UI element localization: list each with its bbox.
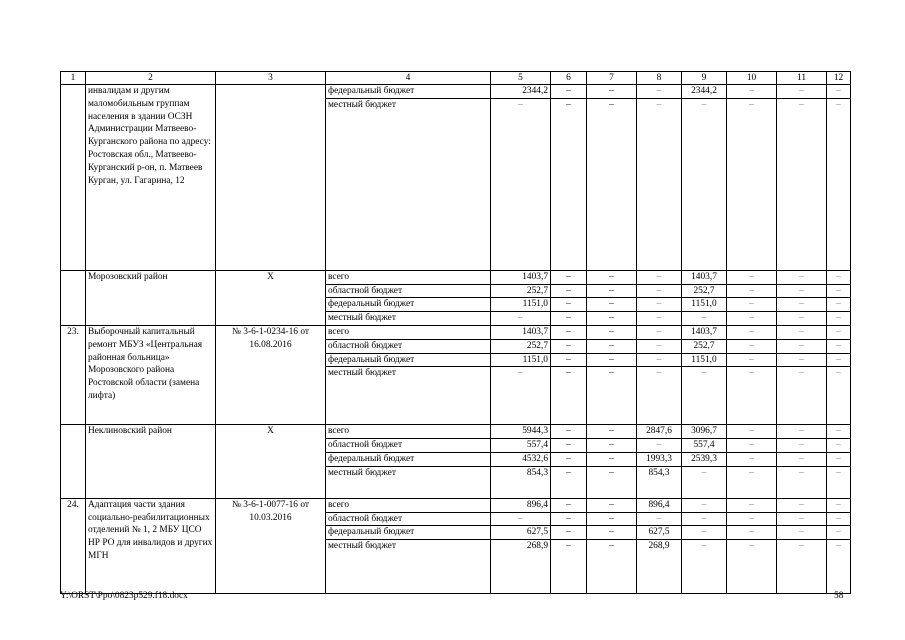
value-cell: – xyxy=(777,439,827,453)
value-cell: – xyxy=(777,353,827,367)
value-cell: – xyxy=(637,284,682,298)
funding-source: местный бюджет xyxy=(326,540,491,594)
value-cell: – xyxy=(777,339,827,353)
value-cell: 252,7 xyxy=(682,339,727,353)
table-row xyxy=(61,270,851,284)
value-cell: 1151,0 xyxy=(682,353,727,367)
value-cell: – xyxy=(587,98,637,270)
document-path: Y:\ORST\Ppo\0823p529.f18.docx xyxy=(60,591,188,601)
value-cell: 896,4 xyxy=(491,498,551,512)
value-cell: 1403,7 xyxy=(491,325,551,339)
value-cell: – xyxy=(637,85,682,99)
value-cell: – xyxy=(827,98,851,270)
value-cell: – xyxy=(827,498,851,512)
value-cell: – xyxy=(827,339,851,353)
value-cell: – xyxy=(551,98,587,270)
value-cell: 2344,2 xyxy=(682,85,727,99)
column-number: 8 xyxy=(637,72,682,85)
value-cell: – xyxy=(827,439,851,453)
value-cell: – xyxy=(637,98,682,270)
table-row xyxy=(61,85,851,99)
table-row xyxy=(61,425,851,439)
value-cell: 1403,7 xyxy=(682,270,727,284)
value-cell: – xyxy=(491,512,551,526)
value-cell: – xyxy=(587,466,637,498)
value-cell: – xyxy=(551,325,587,339)
value-cell: – xyxy=(727,466,777,498)
funding-source: областной бюджет xyxy=(326,439,491,453)
value-cell: – xyxy=(551,339,587,353)
value-cell: – xyxy=(727,284,777,298)
value-cell: – xyxy=(777,312,827,326)
value-cell: – xyxy=(587,85,637,99)
value-cell: – xyxy=(777,512,827,526)
value-cell: – xyxy=(777,466,827,498)
value-cell: – xyxy=(827,512,851,526)
column-number: 12 xyxy=(827,72,851,85)
document-reference: Х xyxy=(216,270,326,325)
value-cell: 627,5 xyxy=(637,526,682,540)
value-cell: – xyxy=(491,98,551,270)
value-cell: – xyxy=(637,367,682,425)
value-cell: – xyxy=(551,439,587,453)
column-number: 7 xyxy=(587,72,637,85)
value-cell: – xyxy=(491,312,551,326)
column-number: 11 xyxy=(777,72,827,85)
value-cell: – xyxy=(551,298,587,312)
funding-source: местный бюджет xyxy=(326,466,491,498)
funding-source: местный бюджет xyxy=(326,367,491,425)
value-cell: – xyxy=(727,85,777,99)
value-cell: 2847,6 xyxy=(637,425,682,439)
value-cell: – xyxy=(682,540,727,594)
funding-source: всего xyxy=(326,270,491,284)
value-cell: – xyxy=(727,526,777,540)
column-number: 4 xyxy=(326,72,491,85)
value-cell: – xyxy=(491,367,551,425)
value-cell: – xyxy=(827,270,851,284)
value-cell: – xyxy=(587,339,637,353)
value-cell: – xyxy=(637,312,682,326)
value-cell: – xyxy=(682,526,727,540)
column-number: 5 xyxy=(491,72,551,85)
value-cell: – xyxy=(637,439,682,453)
value-cell: – xyxy=(682,466,727,498)
value-cell: – xyxy=(551,452,587,466)
funding-source: всего xyxy=(326,425,491,439)
object-name: Выборочный капитальный ремонт МБУЗ «Центральная районная больница» Морозовского района Ростовской области (замена лифта) xyxy=(86,325,216,424)
value-cell: – xyxy=(551,85,587,99)
row-number: 23. xyxy=(61,325,86,424)
value-cell: – xyxy=(727,367,777,425)
value-cell: – xyxy=(682,498,727,512)
value-cell: – xyxy=(587,512,637,526)
value-cell: – xyxy=(827,85,851,99)
budget-table xyxy=(60,71,851,594)
value-cell: – xyxy=(777,284,827,298)
value-cell: 252,7 xyxy=(491,284,551,298)
value-cell: – xyxy=(551,425,587,439)
value-cell: – xyxy=(777,85,827,99)
value-cell: – xyxy=(551,526,587,540)
value-cell: 1151,0 xyxy=(491,353,551,367)
value-cell: – xyxy=(551,312,587,326)
value-cell: 1151,0 xyxy=(491,298,551,312)
value-cell: 3096,7 xyxy=(682,425,727,439)
value-cell: – xyxy=(777,526,827,540)
value-cell: – xyxy=(587,540,637,594)
value-cell: – xyxy=(682,512,727,526)
value-cell: – xyxy=(777,98,827,270)
value-cell: – xyxy=(587,353,637,367)
value-cell: – xyxy=(777,425,827,439)
document-reference: Х xyxy=(216,425,326,498)
value-cell: 4532,6 xyxy=(491,452,551,466)
value-cell: – xyxy=(551,270,587,284)
value-cell: – xyxy=(587,452,637,466)
column-number: 10 xyxy=(727,72,777,85)
value-cell: 252,7 xyxy=(682,284,727,298)
value-cell: – xyxy=(682,98,727,270)
value-cell: 268,9 xyxy=(491,540,551,594)
value-cell: – xyxy=(551,367,587,425)
value-cell: – xyxy=(727,425,777,439)
value-cell: – xyxy=(587,439,637,453)
value-cell: – xyxy=(727,512,777,526)
value-cell: – xyxy=(777,367,827,425)
value-cell: – xyxy=(587,425,637,439)
value-cell: – xyxy=(637,339,682,353)
value-cell: – xyxy=(777,270,827,284)
page-number: 58 xyxy=(834,591,844,601)
value-cell: – xyxy=(637,325,682,339)
column-number: 1 xyxy=(61,72,86,85)
value-cell: – xyxy=(777,540,827,594)
value-cell: – xyxy=(827,452,851,466)
value-cell: – xyxy=(587,270,637,284)
column-number-row xyxy=(61,72,851,85)
value-cell: – xyxy=(587,284,637,298)
value-cell: – xyxy=(587,298,637,312)
object-name: Адаптация части здания социально-реабилитационных отделений № 1, 2 МБУ ЦСО НР РО для инвалидов и других МГН xyxy=(86,498,216,593)
funding-source: всего xyxy=(326,325,491,339)
table-body xyxy=(61,85,851,594)
value-cell: – xyxy=(777,298,827,312)
value-cell: – xyxy=(827,540,851,594)
value-cell: – xyxy=(587,526,637,540)
value-cell: – xyxy=(587,498,637,512)
value-cell: – xyxy=(637,353,682,367)
value-cell: – xyxy=(637,270,682,284)
value-cell: 268,9 xyxy=(637,540,682,594)
object-name: инвалидам и другим маломобильным группам населения в здании ОСЗН Администрации Матвеево-Курганского района по адресу: Ростовская обл., Матвеево-Курганский р-он, п. Матвеев Курган, ул. Гагарина, 12 xyxy=(86,85,216,271)
value-cell: 1993,3 xyxy=(637,452,682,466)
object-name: Неклиновский район xyxy=(86,425,216,498)
value-cell: 5944,3 xyxy=(491,425,551,439)
row-number xyxy=(61,85,86,271)
value-cell: – xyxy=(727,339,777,353)
funding-source: федеральный бюджет xyxy=(326,298,491,312)
funding-source: федеральный бюджет xyxy=(326,353,491,367)
value-cell: – xyxy=(777,325,827,339)
value-cell: 2539,3 xyxy=(682,452,727,466)
value-cell: – xyxy=(777,498,827,512)
funding-source: местный бюджет xyxy=(326,98,491,270)
value-cell: – xyxy=(727,298,777,312)
value-cell: – xyxy=(827,284,851,298)
value-cell: – xyxy=(637,512,682,526)
value-cell: – xyxy=(727,98,777,270)
value-cell: – xyxy=(827,353,851,367)
value-cell: – xyxy=(827,298,851,312)
value-cell: 2344,2 xyxy=(491,85,551,99)
row-number xyxy=(61,270,86,325)
value-cell: – xyxy=(587,312,637,326)
value-cell: 854,3 xyxy=(491,466,551,498)
table-row xyxy=(61,325,851,339)
funding-source: областной бюджет xyxy=(326,512,491,526)
value-cell: – xyxy=(827,466,851,498)
value-cell: 627,5 xyxy=(491,526,551,540)
funding-source: федеральный бюджет xyxy=(326,526,491,540)
funding-source: областной бюджет xyxy=(326,339,491,353)
value-cell: – xyxy=(551,284,587,298)
value-cell: – xyxy=(827,325,851,339)
value-cell: – xyxy=(727,312,777,326)
value-cell: 557,4 xyxy=(491,439,551,453)
value-cell: 1151,0 xyxy=(682,298,727,312)
column-number: 9 xyxy=(682,72,727,85)
value-cell: – xyxy=(682,367,727,425)
value-cell: 252,7 xyxy=(491,339,551,353)
value-cell: – xyxy=(727,353,777,367)
object-name: Морозовский район xyxy=(86,270,216,325)
column-number: 3 xyxy=(216,72,326,85)
value-cell: – xyxy=(551,466,587,498)
table-row xyxy=(61,498,851,512)
value-cell: – xyxy=(827,367,851,425)
value-cell: – xyxy=(587,367,637,425)
document-reference: № 3-6-1-0077-16 от 10.03.2016 xyxy=(216,498,326,593)
value-cell: – xyxy=(827,526,851,540)
value-cell: – xyxy=(777,452,827,466)
value-cell: 896,4 xyxy=(637,498,682,512)
value-cell: 1403,7 xyxy=(682,325,727,339)
value-cell: – xyxy=(827,312,851,326)
value-cell: 557,4 xyxy=(682,439,727,453)
value-cell: – xyxy=(682,312,727,326)
value-cell: – xyxy=(727,498,777,512)
row-number: 24. xyxy=(61,498,86,593)
value-cell: – xyxy=(551,353,587,367)
value-cell: – xyxy=(727,540,777,594)
row-number xyxy=(61,425,86,498)
document-reference: № 3-6-1-0234-16 от 16.08.2016 xyxy=(216,325,326,424)
funding-source: всего xyxy=(326,498,491,512)
funding-source: федеральный бюджет xyxy=(326,85,491,99)
value-cell: 854,3 xyxy=(637,466,682,498)
document-reference xyxy=(216,85,326,271)
funding-source: федеральный бюджет xyxy=(326,452,491,466)
value-cell: – xyxy=(727,439,777,453)
funding-source: местный бюджет xyxy=(326,312,491,326)
value-cell: – xyxy=(727,270,777,284)
value-cell: – xyxy=(551,540,587,594)
value-cell: – xyxy=(727,325,777,339)
funding-source: областной бюджет xyxy=(326,284,491,298)
value-cell: – xyxy=(827,425,851,439)
value-cell: – xyxy=(587,325,637,339)
value-cell: – xyxy=(727,452,777,466)
value-cell: 1403,7 xyxy=(491,270,551,284)
value-cell: – xyxy=(551,498,587,512)
value-cell: – xyxy=(637,298,682,312)
column-number: 2 xyxy=(86,72,216,85)
column-number: 6 xyxy=(551,72,587,85)
value-cell: – xyxy=(551,512,587,526)
